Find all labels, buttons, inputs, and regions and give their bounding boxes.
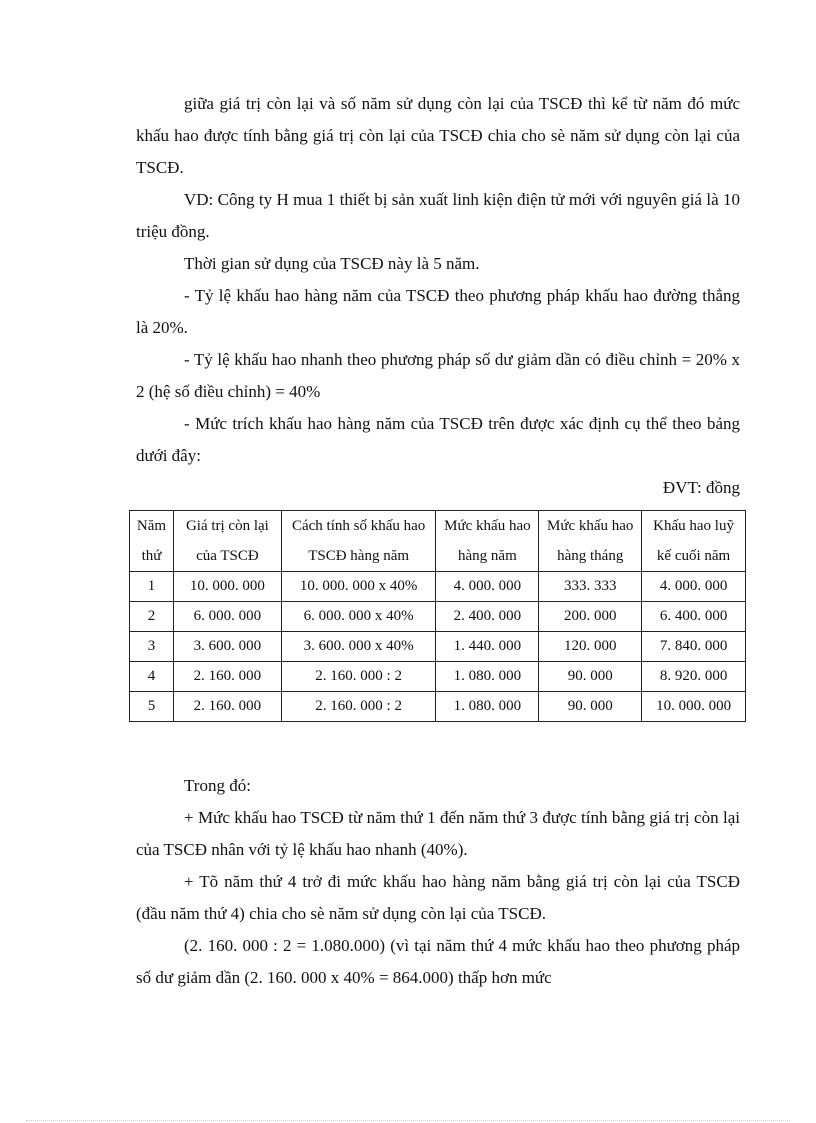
paragraph-example: VD: Công ty H mua 1 thiết bị sản xuất linh kiện điện tử mới với nguyên giá là 10 triệu đồng. [136,190,740,241]
cell-monthly: 120. 000 [539,632,642,662]
cell-monthly: 90. 000 [539,692,642,722]
cell-year: 4 [130,662,174,692]
unit-label: ĐVT: đồng [662,478,740,497]
cell-remaining-value: 2. 160. 000 [173,692,281,722]
header-accumulated-depreciation: Khấu hao luỹ kế cuối năm [642,511,746,572]
page-bottom-divider [26,1120,790,1121]
table-row [130,572,746,602]
cell-accumulated: 7. 840. 000 [642,632,746,662]
table-row [130,692,746,722]
table-header-row [130,511,746,572]
cell-calculation: 10. 000. 000 x 40% [281,572,436,602]
paragraph-in-which: Trong đó: [184,776,251,795]
cell-calculation: 2. 160. 000 : 2 [281,662,436,692]
cell-remaining-value: 3. 600. 000 [173,632,281,662]
cell-annual: 1. 440. 000 [436,632,539,662]
header-year: Năm thứ [130,511,174,572]
cell-accumulated: 6. 400. 000 [642,602,746,632]
cell-calculation: 2. 160. 000 : 2 [281,692,436,722]
cell-annual: 1. 080. 000 [436,692,539,722]
cell-annual: 4. 000. 000 [436,572,539,602]
paragraph-1: giữa giá trị còn lại và số năm sử dụng còn lại của TSCĐ thì kể từ năm đó mức khấu hao được tính bằng giá trị còn lại của TSCĐ chia cho sè năm sử dụng còn lại của TSCĐ. [136,94,740,177]
paragraph-accelerated-rate: - Tỷ lệ khấu hao nhanh theo phương pháp số dư giảm dần có điều chỉnh = 20% x 2 (hệ số điều chỉnh) = 40% [136,350,740,401]
cell-monthly: 333. 333 [539,572,642,602]
cell-remaining-value: 10. 000. 000 [173,572,281,602]
cell-calculation: 6. 000. 000 x 40% [281,602,436,632]
cell-annual: 1. 080. 000 [436,662,539,692]
table-row [130,632,746,662]
cell-calculation: 3. 600. 000 x 40% [281,632,436,662]
header-monthly-depreciation: Mức khấu hao hàng tháng [539,511,642,572]
depreciation-table [129,510,746,722]
table-row [130,662,746,692]
paragraph-straight-line-rate: - Tỷ lệ khấu hao hàng năm của TSCĐ theo phương pháp khấu hao đường thẳng là 20%. [136,286,740,337]
cell-monthly: 90. 000 [539,662,642,692]
header-annual-depreciation: Mức khấu hao hàng năm [436,511,539,572]
body-text-top [136,88,740,504]
body-text-bottom [136,770,740,994]
cell-accumulated: 10. 000. 000 [642,692,746,722]
cell-annual: 2. 400. 000 [436,602,539,632]
cell-year: 3 [130,632,174,662]
cell-year: 5 [130,692,174,722]
header-remaining-value: Giá trị còn lại của TSCĐ [173,511,281,572]
cell-year: 2 [130,602,174,632]
paragraph-year-4-onward: + Tõ năm thứ 4 trở đi mức khấu hao hàng năm bằng giá trị còn lại của TSCĐ (đầu năm thứ 4) chia cho sè năm sử dụng còn lại của TSCĐ. [136,872,740,923]
paragraph-years-1-3: + Mức khấu hao TSCĐ từ năm thứ 1 đến năm thứ 3 được tính bằng giá trị còn lại của TSCĐ nhân với tỷ lệ khấu hao nhanh (40%). [136,808,740,859]
paragraph-calculation-note: (2. 160. 000 : 2 = 1.080.000) (vì tại năm thứ 4 mức khấu hao theo phương pháp số dư giảm dần (2. 160. 000 x 40% = 864.000) thấp hơn mức [136,936,740,987]
header-calculation-method: Cách tính số khấu hao TSCĐ hàng năm [281,511,436,572]
cell-remaining-value: 2. 160. 000 [173,662,281,692]
cell-remaining-value: 6. 000. 000 [173,602,281,632]
cell-year: 1 [130,572,174,602]
cell-monthly: 200. 000 [539,602,642,632]
cell-accumulated: 4. 000. 000 [642,572,746,602]
paragraph-table-intro: - Mức trích khấu hao hàng năm của TSCĐ trên được xác định cụ thể theo bảng dưới đây: [136,414,740,465]
table-row [130,602,746,632]
paragraph-usage-time: Thời gian sử dụng của TSCĐ này là 5 năm. [184,254,480,273]
cell-accumulated: 8. 920. 000 [642,662,746,692]
